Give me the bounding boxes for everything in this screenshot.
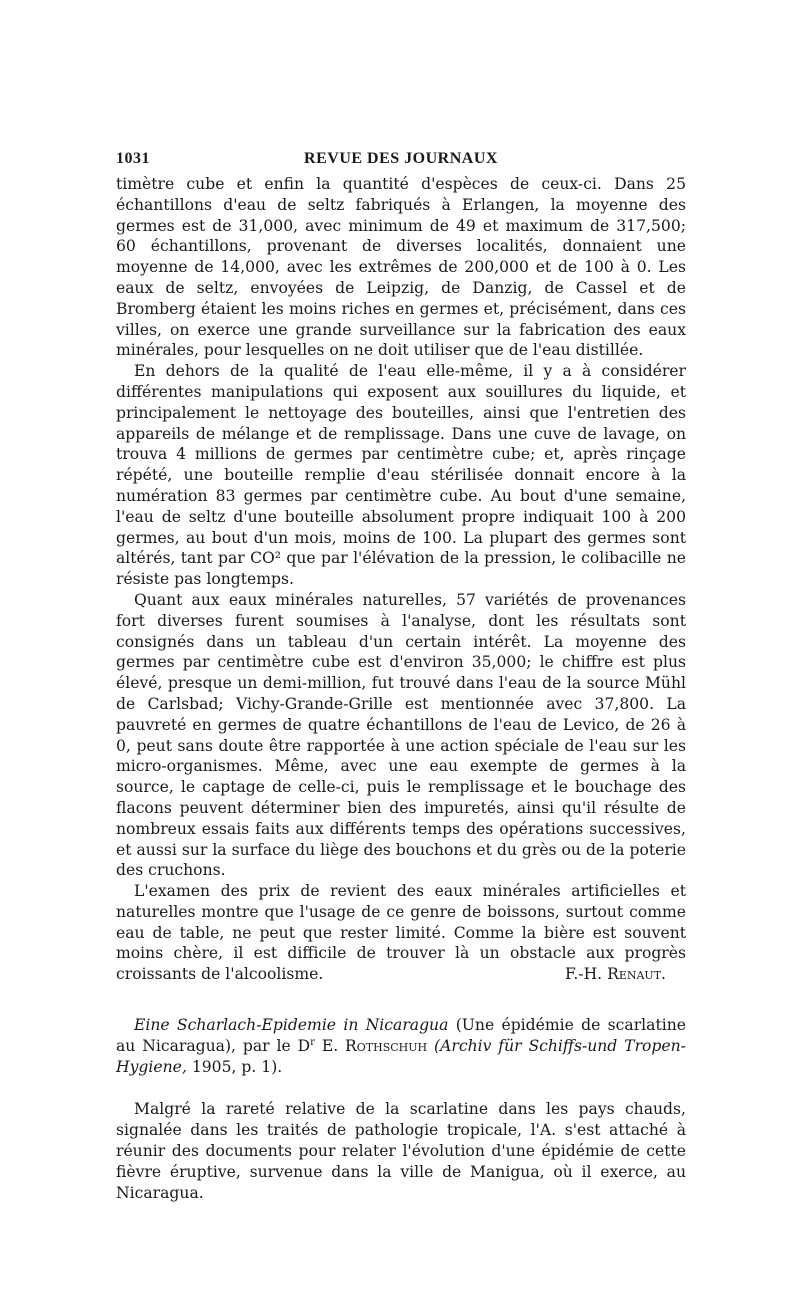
french-title: (Une épidémie de scarlatine au Nicaragua), par le [116, 1016, 686, 1055]
running-head [116, 150, 686, 174]
reference-author: E. Rothschuh [321, 1036, 428, 1055]
page-number: 1031 [116, 150, 150, 167]
signature-name: Renaut. [607, 965, 666, 984]
paragraph: timètre cube et enfin la quantité d'espèces de ceux-ci. Dans 25 échantillons d'eau de seltz fabriqués à Erlangen, la moyenne des germes est de 31,000, avec minimum de 49 et maximum de 317,500; 60 échantillons, provenant de diverses localités, donnaient une moyenne de 14,000, avec les extrêmes de 200,000 et de 100 à 0. Les eaux de seltz, envoyées de Leipzig, de Danzig, de Cassel et de Bromberg étaient les moins riches en germes et, précisément, dans ces villes, on exerce une grande surveillance sur la fabrication des eaux minérales, pour lesquelles on ne doit utiliser que de l'eau distillée. [116, 175, 686, 360]
article-body: Malgré la rareté relative de la scarlatine dans les pays chauds, signalée dans les traités de pathologie tropicale, l'A. s'est attaché à réunir des documents pour relater l'évolution d'une épidémie de cette fièvre éruptive, survenue dans la ville de Manigua, où il exerce, au Nicaragua. [116, 1100, 686, 1202]
journal-title: REVUE DES JOURNAUX [304, 150, 498, 167]
article-renaut [116, 174, 686, 985]
paragraph: Quant aux eaux minérales naturelles, 57 variétés de provenances fort diverses furent soumises à l'analyse, dont les résultats sont consignés dans un tableau d'un certain intérêt. La moyenne des germes par centimètre cube est d'environ 35,000; le chiffre est plus élevé, presque un demi-million, fut trouvé dans l'eau de la source Mühl de Carlsbad; Vichy-Grande-Grille est mentionnée avec 37,800. La pauvreté en germes de quatre échantillons de l'eau de Levico, de 26 à 0, peut sans doute être rapportée à une action spéciale de l'eau sur les micro-organismes. Même, avec une eau exempte de germes à la source, le captage de celle-ci, puis le remplissage et le bouchage des flacons peuvent déterminer bien des impuretés, ainsi qu'il résulte de nombreux essais faits aux différents temps des opérations successives, et aussi sur la surface du liège des bouchons et du grès ou de la poterie des cruchons. [116, 590, 686, 880]
doctor-prefix: D [297, 1036, 311, 1055]
citation-details: 1905, p. 1). [191, 1057, 283, 1076]
article-reference [116, 1015, 686, 1077]
german-title: Eine Scharlach-Epidemie in Nicaragua [134, 1016, 449, 1035]
document-page [116, 150, 686, 1203]
paragraph: En dehors de la qualité de l'eau elle-même, il y a à considérer différentes manipulations qui exposent aux souillures du liquide, et principalement le nettoyage des bouteilles, ainsi que l'entretien des appareils de mélange et de remplissage. Dans une cuve de lavage, on trouva 4 millions de germes par centimètre cube; et, après rinçage répété, une bouteille remplie d'eau stérilisée donnait encore à la numération 83 germes par centimètre cube. Au bout d'une semaine, l'eau de seltz d'une bouteille absolument propre indiquait 100 à 200 germes, au bout d'un mois, moins de 100. La plupart des germes sont altérés, tant par CO² que par l'élévation de la pression, le colibacille ne résiste pas longtemps. [116, 362, 686, 589]
paragraph: L'examen des prix de revient des eaux minérales artificielles et naturelles montre que l'usage de ce genre de boissons, surtout comme eau de table, ne peut que rester limité. Comme la bière est souvent moins chère, il est difficile de trouver là un obstacle aux progrès croissants de l'alcoolisme. [116, 882, 686, 984]
doctor-superscript: r [310, 1036, 315, 1048]
journal-name: (Archiv für Schiffs-und Tropen-Hygiene, [116, 1036, 686, 1076]
signature-initials: F.-H. [564, 965, 603, 984]
